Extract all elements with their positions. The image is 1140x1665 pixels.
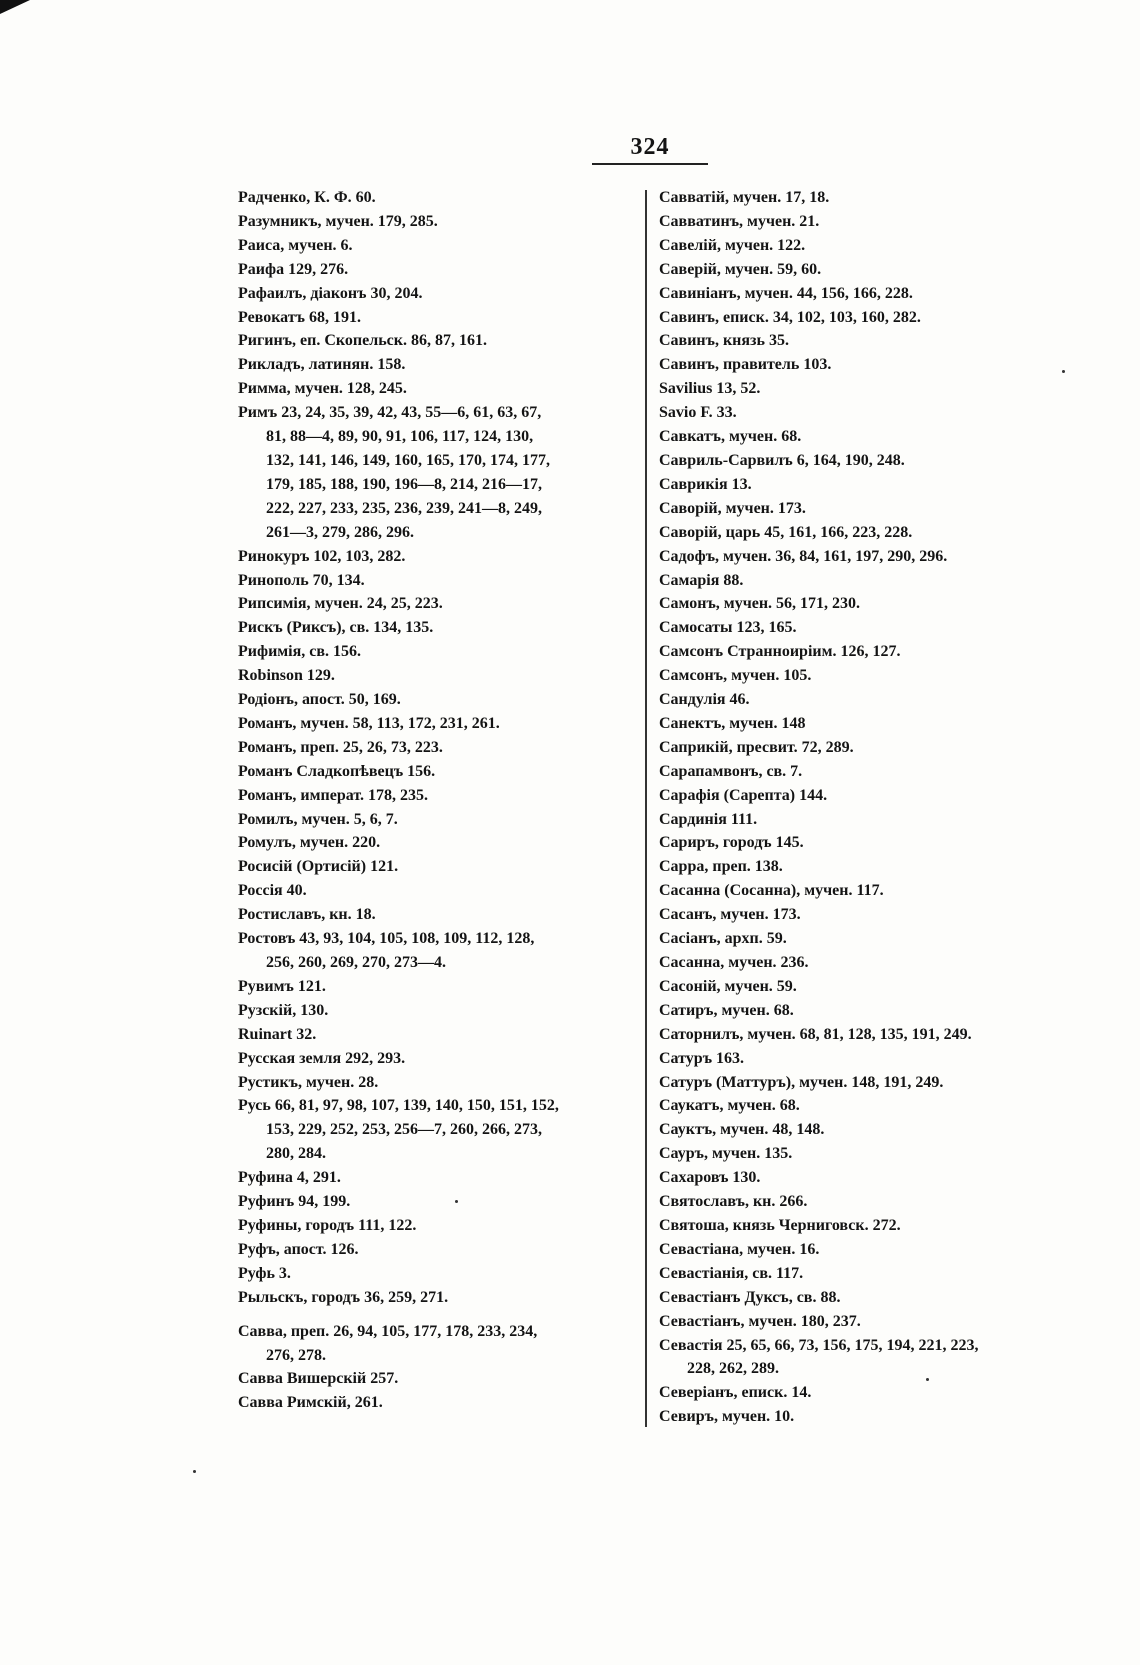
index-entry	[659, 1023, 1069, 1047]
index-entry-line: 228, 262, 289.	[687, 1360, 779, 1378]
index-entry-line: Римма, мучен. 128, 245.	[238, 380, 407, 398]
index-entry-line: Сасоній, мучен. 59.	[659, 977, 797, 995]
index-entry-line: Саприкій, пресвит. 72, 289.	[659, 738, 854, 756]
index-entry	[659, 521, 1069, 545]
index-entry-line: Сардинія 111.	[659, 810, 758, 828]
index-entry	[659, 903, 1069, 927]
index-entry	[659, 1142, 1069, 1166]
index-entry	[659, 712, 1069, 736]
index-entry-line: 81, 88—4, 89, 90, 91, 106, 117, 124, 130,	[266, 428, 534, 446]
index-entry-line: Сауктъ, мучен. 48, 148.	[659, 1121, 825, 1139]
index-entry-line: Савиніанъ, мучен. 44, 156, 166, 228.	[659, 284, 913, 302]
index-entry-line: Савелій, мучен. 122.	[659, 236, 806, 254]
index-entry	[238, 999, 638, 1023]
index-entry	[659, 831, 1069, 855]
index-entry	[659, 1286, 1069, 1310]
index-entry	[659, 927, 1069, 951]
index-entry-line: Рафаилъ, діаконъ 30, 204.	[238, 284, 423, 302]
index-entry	[238, 258, 638, 282]
index-entry	[659, 784, 1069, 808]
index-entry	[238, 712, 638, 736]
index-entry	[238, 808, 638, 832]
index-entry	[238, 1094, 638, 1166]
index-entry	[659, 282, 1069, 306]
index-entry-line: Руфь 3.	[238, 1264, 291, 1282]
index-entry-line: Самонъ, мучен. 56, 171, 230.	[659, 595, 861, 613]
index-entry-line: 256, 260, 269, 270, 273—4.	[266, 954, 446, 971]
index-entry	[659, 401, 1069, 425]
index-entry-line: Саукатъ, мучен. 68.	[659, 1097, 800, 1115]
index-entry-line: Рувимъ 121.	[238, 977, 326, 995]
index-entry-line: Ригинъ, еп. Скопельск. 86, 87, 161.	[238, 332, 487, 350]
index-entry	[659, 1381, 1069, 1405]
index-entry	[659, 258, 1069, 282]
index-entry-line: Севиръ, мучен. 10.	[659, 1408, 795, 1426]
index-entry-line: Святоша, князь Черниговск. 272.	[659, 1216, 901, 1234]
index-entry-line: Севастія 25, 65, 66, 73, 156, 175, 194, 221, 223,	[659, 1336, 979, 1354]
index-entry-line: Саворій, мучен. 173.	[659, 499, 806, 517]
index-entry-line: Россія 40.	[238, 882, 307, 900]
index-entry-line: Ромулъ, мучен. 220.	[238, 834, 381, 852]
index-entry-line: Савриль-Сарвилъ 6, 164, 190, 248.	[659, 451, 905, 469]
index-entry-line: Санектъ, мучен. 148	[659, 714, 806, 732]
scan-speck	[193, 1470, 196, 1473]
index-entry	[238, 329, 638, 353]
index-entry	[659, 377, 1069, 401]
index-entry-line: Сариръ, городъ 145.	[659, 834, 804, 852]
index-entry	[238, 927, 638, 975]
index-entry	[238, 186, 638, 210]
index-entry-line: Руфина 4, 291.	[238, 1169, 341, 1187]
index-entry-line: Сасіанъ, архп. 59.	[659, 930, 787, 948]
index-entry	[238, 831, 638, 855]
index-entry	[238, 760, 638, 784]
index-entry-line: Руфинъ 94, 199.	[238, 1193, 351, 1211]
index-entry-line: Сасанна (Сосанна), мучен. 117.	[659, 882, 884, 900]
index-entry-line: Савватинъ, мучен. 21.	[659, 212, 820, 230]
index-entry-line: Самсонъ Странноиріим. 126, 127.	[659, 643, 901, 661]
index-entry	[238, 306, 638, 330]
index-entry	[238, 1023, 638, 1047]
index-entry-line: Рипсимія, мучен. 24, 25, 223.	[238, 595, 443, 613]
index-entry	[659, 234, 1069, 258]
index-entry	[659, 1262, 1069, 1286]
index-entry	[238, 569, 638, 593]
index-entry	[238, 736, 638, 760]
page-number: 324	[630, 134, 670, 160]
index-entry-line: Романъ, мучен. 58, 113, 172, 231, 261.	[238, 714, 500, 732]
index-entry	[238, 855, 638, 879]
index-entry-line: Севастіана, мучен. 16.	[659, 1240, 820, 1258]
index-entry-line: Севастіанія, св. 117.	[659, 1264, 804, 1282]
index-entry	[659, 616, 1069, 640]
scan-speck	[926, 1378, 929, 1381]
corner-scan-mark	[0, 0, 30, 14]
index-entry-line: Рифимія, св. 156.	[238, 643, 362, 661]
index-entry	[238, 688, 638, 712]
index-entry	[659, 545, 1069, 569]
index-entry-line: Раифа 129, 276.	[238, 260, 349, 278]
index-entry	[659, 425, 1069, 449]
index-entry-line: Севастіанъ, мучен. 180, 237.	[659, 1312, 861, 1330]
index-entry	[238, 616, 638, 640]
index-entry	[659, 1334, 1069, 1382]
index-entry	[238, 1367, 638, 1391]
index-entry	[659, 999, 1069, 1023]
index-entry	[238, 640, 638, 664]
index-entry-line: Савва Вишерскій 257.	[238, 1370, 399, 1388]
index-entry-line: Ревокатъ 68, 191.	[238, 308, 361, 326]
index-entry	[238, 1166, 638, 1190]
index-entry	[659, 1094, 1069, 1118]
index-entry	[659, 592, 1069, 616]
index-entry	[659, 736, 1069, 760]
index-entry	[659, 688, 1069, 712]
index-column-left	[238, 186, 638, 1415]
index-entry	[238, 592, 638, 616]
index-entry-line: Садофъ, мучен. 36, 84, 161, 197, 290, 296.	[659, 547, 948, 565]
index-entry	[659, 329, 1069, 353]
index-entry-line: Савинъ, правитель 103.	[659, 356, 832, 374]
index-entry-line: Рискъ (Риксъ), св. 134, 135.	[238, 619, 434, 637]
index-entry-line: Savio F. 33.	[659, 404, 737, 422]
index-entry-line: Robinson 129.	[238, 667, 335, 685]
index-entry-line: Саврикія 13.	[659, 475, 752, 493]
index-entry	[659, 879, 1069, 903]
index-entry	[238, 975, 638, 999]
index-entry-line: Ruinart 32.	[238, 1025, 317, 1043]
index-entry-line: Росисій (Ортисій) 121.	[238, 858, 399, 876]
index-entry-line: 276, 278.	[266, 1346, 326, 1364]
index-entry-line: Сасанна, мучен. 236.	[659, 954, 809, 971]
index-entry-line: Романъ Сладкопѣвецъ 156.	[238, 762, 436, 780]
index-entry	[659, 1238, 1069, 1262]
index-entry	[659, 1405, 1069, 1429]
index-entry	[659, 473, 1069, 497]
index-entry	[238, 1320, 638, 1368]
index-entry-line: Романъ, преп. 25, 26, 73, 223.	[238, 738, 443, 756]
index-entry	[238, 282, 638, 306]
index-entry-line: Ростовъ 43, 93, 104, 105, 108, 109, 112, 128,	[238, 930, 535, 948]
index-entry-line: Сахаровъ 130.	[659, 1169, 761, 1187]
index-entry-line: Самарія 88.	[659, 571, 744, 589]
index-entry-line: Русь 66, 81, 97, 98, 107, 139, 140, 150, 151, 152,	[238, 1097, 559, 1115]
index-entry	[238, 1286, 638, 1310]
index-entry-line: Сарапамвонъ, св. 7.	[659, 762, 803, 780]
index-entry	[238, 210, 638, 234]
index-entry	[659, 569, 1069, 593]
index-entry	[659, 1047, 1069, 1071]
index-entry	[659, 186, 1069, 210]
index-entry	[659, 353, 1069, 377]
index-entry-line: Савва Римскій, 261.	[238, 1394, 383, 1412]
index-entry	[238, 1391, 638, 1415]
index-entry-line: Ромилъ, мучен. 5, 6, 7.	[238, 810, 398, 828]
index-entry-line: Сатиръ, мучен. 68.	[659, 1001, 794, 1019]
index-entry-line: Радченко, К. Ф. 60.	[238, 189, 376, 206]
index-entry-line: Савва, преп. 26, 94, 105, 177, 178, 233, 234,	[238, 1322, 538, 1340]
index-entry-line: 179, 185, 188, 190, 196—8, 214, 216—17,	[266, 475, 542, 493]
column-divider	[645, 190, 647, 1427]
index-entry-line: Сасанъ, мучен. 173.	[659, 906, 801, 924]
index-entry-line: Романъ, императ. 178, 235.	[238, 786, 428, 804]
index-entry-line: Savilius 13, 52.	[659, 380, 761, 398]
index-entry	[238, 1071, 638, 1095]
index-entry-line: 280, 284.	[266, 1145, 326, 1163]
index-entry-line: Савватій, мучен. 17, 18.	[659, 189, 830, 206]
index-entry	[238, 784, 638, 808]
index-entry	[238, 377, 638, 401]
index-entry-line: Саторнилъ, мучен. 68, 81, 128, 135, 191, 249.	[659, 1025, 972, 1043]
index-entry	[659, 497, 1069, 521]
index-entry-line: 222, 227, 233, 235, 236, 239, 241—8, 249,	[266, 499, 542, 517]
index-entry-line: Севастіанъ Дуксъ, св. 88.	[659, 1288, 841, 1306]
index-entry-line: Разумникъ, мучен. 179, 285.	[238, 212, 438, 230]
index-entry-line: Сандулія 46.	[659, 691, 750, 709]
index-entry-line: 261—3, 279, 286, 296.	[266, 523, 414, 541]
index-entry-line: Саверій, мучен. 59, 60.	[659, 260, 822, 278]
index-entry	[238, 1238, 638, 1262]
index-entry	[659, 1310, 1069, 1334]
index-entry-line: Ринокуръ 102, 103, 282.	[238, 547, 406, 565]
index-entry-line: Рыльскъ, городъ 36, 259, 271.	[238, 1288, 449, 1306]
index-entry	[659, 1190, 1069, 1214]
scan-speck	[455, 1200, 458, 1203]
index-entry	[659, 1071, 1069, 1095]
index-entry	[659, 975, 1069, 999]
index-entry	[238, 545, 638, 569]
index-entry-line: Савкатъ, мучен. 68.	[659, 428, 802, 446]
index-entry	[238, 1047, 638, 1071]
index-entry	[659, 210, 1069, 234]
index-entry-line: Святославъ, кн. 266.	[659, 1193, 808, 1211]
index-entry	[238, 664, 638, 688]
index-entry	[659, 951, 1069, 975]
index-entry	[659, 760, 1069, 784]
index-column-right	[659, 186, 1069, 1429]
index-entry	[659, 855, 1069, 879]
index-entry-line: Русская земля 292, 293.	[238, 1049, 406, 1067]
index-entry-line: Рикладъ, латинян. 158.	[238, 356, 406, 374]
index-entry-line: 153, 229, 252, 253, 256—7, 260, 266, 273,	[266, 1121, 542, 1139]
index-entry-line: Самосаты 123, 165.	[659, 619, 797, 637]
index-entry	[659, 1166, 1069, 1190]
index-entry	[238, 234, 638, 258]
index-entry-line: Родіонъ, апост. 50, 169.	[238, 691, 401, 709]
page-number-rule	[592, 163, 708, 165]
index-entry	[659, 449, 1069, 473]
index-entry-line: Руфъ, апост. 126.	[238, 1240, 359, 1258]
index-entry-line: Саворій, царь 45, 161, 166, 223, 228.	[659, 523, 913, 541]
index-entry	[238, 1214, 638, 1238]
index-entry	[238, 1190, 638, 1214]
scan-speck	[1062, 370, 1065, 373]
index-entry	[238, 903, 638, 927]
index-entry-line: Сарафія (Сарепта) 144.	[659, 786, 828, 804]
index-entry	[238, 401, 638, 544]
index-entry-line: Савинъ, епиcк. 34, 102, 103, 160, 282.	[659, 308, 921, 326]
index-entry	[238, 1262, 638, 1286]
index-entry-line: Северіанъ, епиcк. 14.	[659, 1384, 812, 1402]
index-entry-line: Самсонъ, мучен. 105.	[659, 667, 812, 685]
index-entry-line: Сатуръ (Маттуръ), мучен. 148, 191, 249.	[659, 1073, 944, 1091]
index-entry	[659, 664, 1069, 688]
index-entry	[659, 1214, 1069, 1238]
index-entry-line: Раиса, мучен. 6.	[238, 236, 353, 254]
index-entry-line: Рузскій, 130.	[238, 1001, 329, 1019]
index-entry-line: Сауръ, мучен. 135.	[659, 1145, 793, 1163]
index-entry-line: 132, 141, 146, 149, 160, 165, 170, 174, 177,	[266, 451, 550, 469]
index-entry	[659, 640, 1069, 664]
index-entry-line: Ринополь 70, 134.	[238, 571, 365, 589]
index-entry-line: Руфины, городъ 111, 122.	[238, 1216, 417, 1234]
index-entry-line: Ростиславъ, кн. 18.	[238, 906, 376, 924]
index-entry	[238, 353, 638, 377]
index-entry-line: Римъ 23, 24, 35, 39, 42, 43, 55—6, 61, 63, 67,	[238, 404, 542, 422]
index-entry-line: Сатуръ 163.	[659, 1049, 745, 1067]
index-entry-line: Савинъ, князь 35.	[659, 332, 789, 350]
index-entry-line: Сарра, преп. 138.	[659, 858, 783, 876]
index-entry-line: Рустикъ, мучен. 28.	[238, 1073, 379, 1091]
index-entry	[659, 1118, 1069, 1142]
index-entry	[659, 306, 1069, 330]
index-entry	[238, 879, 638, 903]
index-entry	[659, 808, 1069, 832]
